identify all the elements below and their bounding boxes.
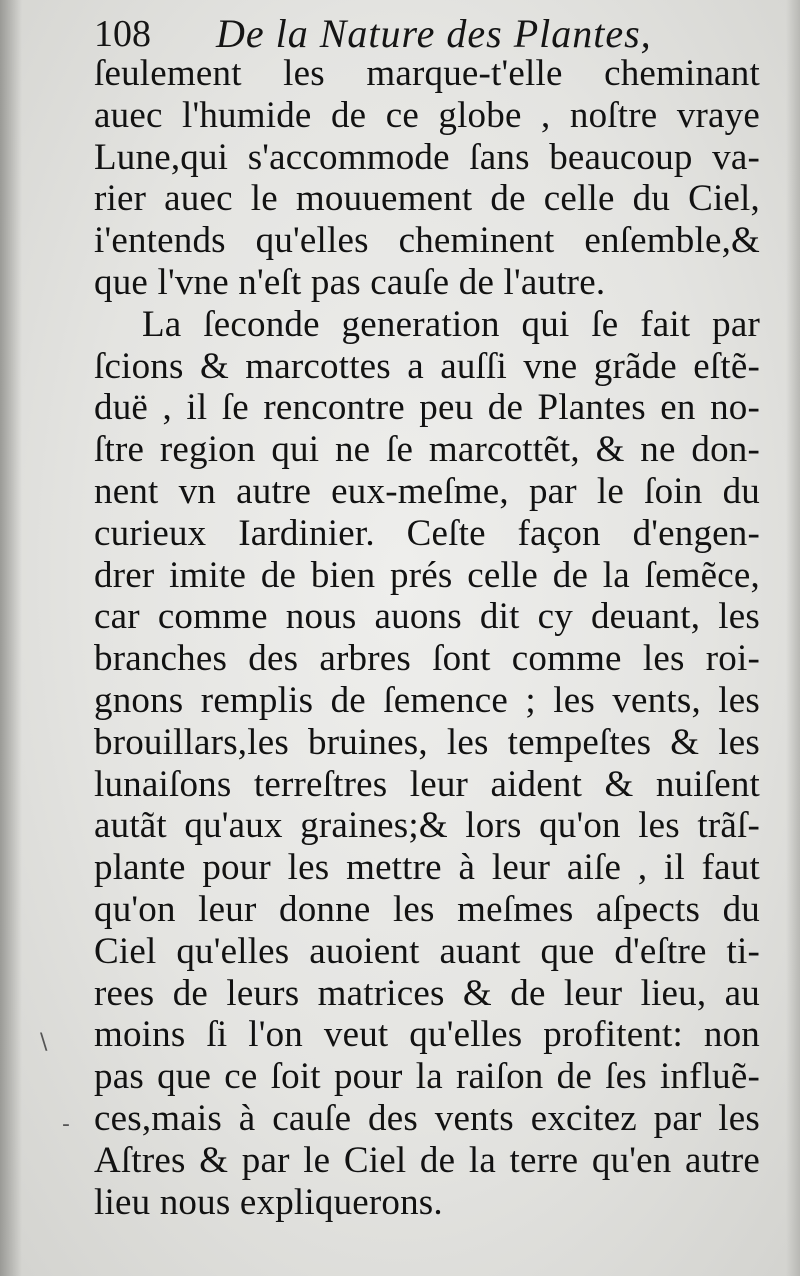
text-line: rier auec le mouuement de celle du Ciel, [94, 178, 760, 220]
margin-stroke-mark: - [62, 1112, 70, 1137]
page-number: 108 [94, 13, 151, 55]
text-line: rees de leurs matrices & de leur lieu, au [94, 972, 760, 1014]
text-line: Lune,qui s'accommode ſans beaucoup va- [94, 136, 760, 178]
text-line: brouillars,les bruines, les tempeſtes & les [94, 721, 760, 763]
text-line: Aſtres & par le Ciel de la terre qu'en autre [94, 1139, 760, 1181]
text-line: que l'vne n'eſt pas cauſe de l'autre. [94, 261, 606, 303]
text-line: Ciel qu'elles auoient auant que d'eſtre ti- [94, 930, 760, 972]
text-line: drer imite de bien prés celle de la ſemẽce, [94, 554, 760, 596]
text-line: lieu nous expliquerons. [94, 1181, 443, 1223]
text-line: ſeulement les marque-t'elle cheminant [94, 53, 760, 94]
text-line: ſtre region qui ne ſe marcottẽt, & ne don- [94, 429, 760, 471]
text-line: gnons remplis de ſemence ; les vents, les [94, 679, 760, 721]
text-line: car comme nous auons dit cy deuant, les [94, 596, 760, 638]
text-line: moins ſi l'on veut qu'elles profitent: non [94, 1014, 760, 1056]
text-line: curieux Iardinier. Ceſte façon d'engen- [94, 512, 760, 554]
margin-stroke-mark: \ [40, 1030, 48, 1055]
text-line: pas que ce ſoit pour la raiſon de ſes influẽ- [94, 1056, 760, 1098]
text-line: auec l'humide de ce globe , noſtre vraye [94, 94, 760, 136]
paragraph-1 [94, 53, 760, 304]
text-line: ces,mais à cauſe des vents excitez par les [94, 1097, 760, 1139]
text-line: duë , il ſe rencontre peu de Plantes en no- [94, 387, 760, 429]
text-line: i'entends qu'elles cheminent enſemble,& [94, 220, 760, 262]
body-text [94, 53, 760, 1223]
text-line: autãt qu'aux graines;& lors qu'on les trãſ- [94, 805, 760, 847]
text-line: lunaiſons terreſtres leur aident & nuiſent [94, 763, 760, 805]
text-line: La ſeconde generation qui ſe fait par [142, 303, 760, 345]
running-head [92, 8, 772, 56]
text-line: qu'on leur donne les meſmes aſpects du [94, 888, 760, 930]
text-line: plante pour les mettre à leur aiſe , il faut [94, 847, 760, 889]
paragraph-2 [94, 304, 760, 1224]
text-line: branches des arbres ſont comme les roi- [94, 638, 760, 680]
text-line: ſcions & marcottes a auſſi vne grãde eſtẽ- [94, 345, 760, 387]
running-title: De la Nature des Plantes, [216, 11, 652, 56]
text-line: nent vn autre eux-meſme, par le ſoin du [94, 470, 760, 512]
